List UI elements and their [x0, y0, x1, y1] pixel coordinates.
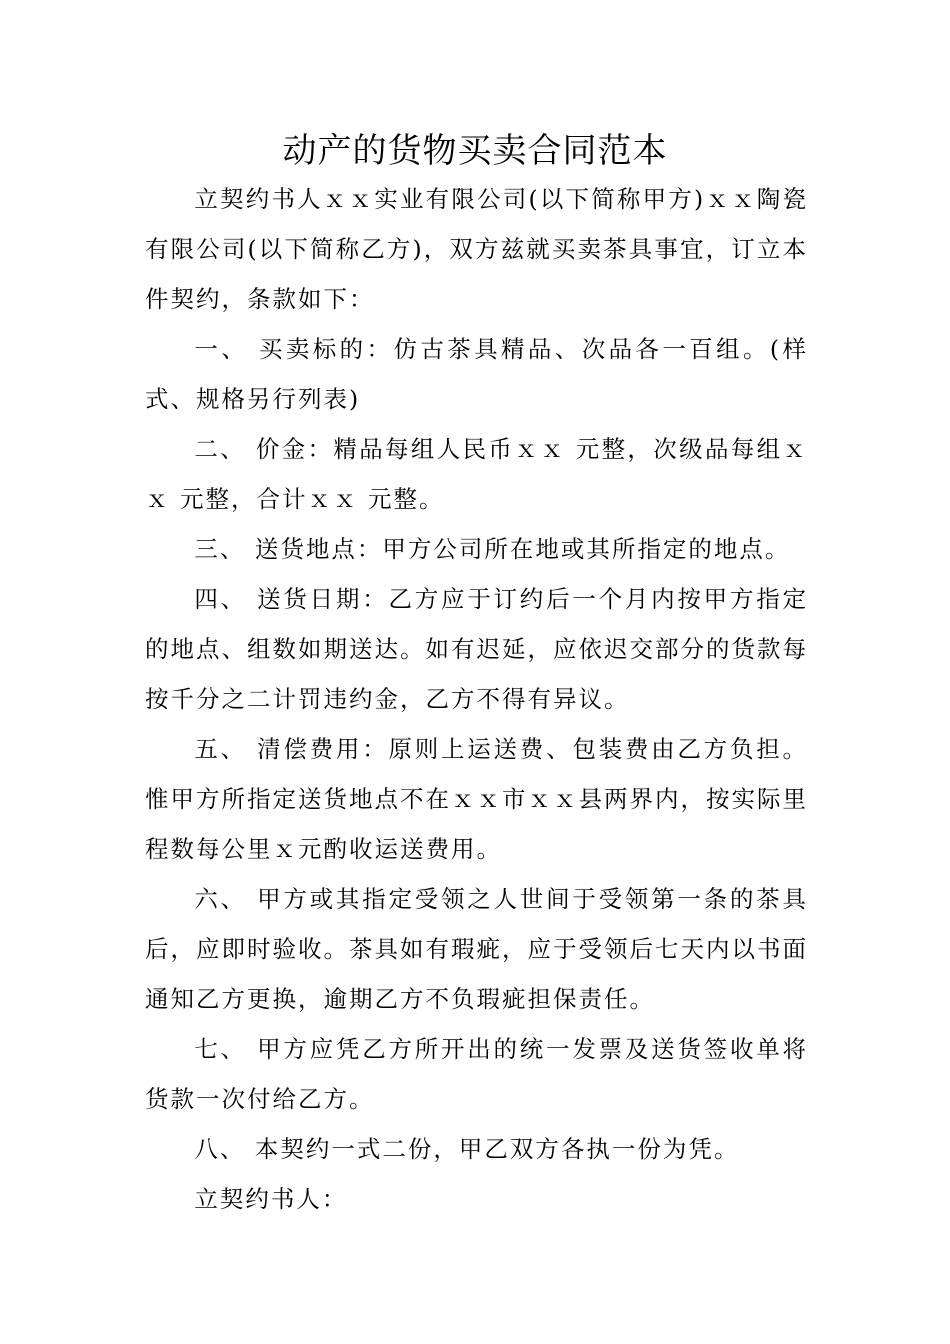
clause-7-payment: 七、 甲方应凭乙方所开出的统一发票及送货签收单将货款一次付给乙方。 [145, 1035, 808, 1113]
clause-6-inspection: 六、 甲方或其指定受领之人世间于受领第一条的茶具后，应即时验收。茶具如有瑕疵，应于受领后七天内以书面通知乙方更换，逾期乙方不负瑕疵担保责任。 [145, 885, 808, 1013]
clause-8-copies: 八、 本契约一式二份，甲乙双方各执一份为凭。 [194, 1135, 740, 1163]
clause-3-delivery-location: 三、 送货地点：甲方公司所在地或其所指定的地点。 [194, 535, 791, 563]
clause-4-delivery-date: 四、 送货日期：乙方应于订约后一个月内按甲方指定的地点、组数如期送达。如有迟延，应依迟交部分的货款每按千分之二计罚违约金，乙方不得有异议。 [145, 585, 808, 713]
intro-paragraph: 立契约书人ｘｘ实业有限公司(以下简称甲方)ｘｘ陶瓷有限公司(以下简称乙方)，双方兹就买卖茶具事宜，订立本件契约，条款如下： [145, 185, 808, 313]
clause-5-expenses: 五、 清偿费用：原则上运送费、包装费由乙方负担。惟甲方所指定送货地点不在ｘｘ市ｘｘ县两界内，按实际里程数每公里ｘ元酌收运送费用。 [145, 735, 808, 863]
document-body [145, 174, 808, 1224]
signatory-label: 立契约书人： [194, 1185, 348, 1213]
clause-2-price: 二、 价金：精品每组人民币ｘｘ 元整，次级品每组ｘｘ 元整，合计ｘｘ 元整。 [145, 435, 808, 513]
document-title: 动产的货物买卖合同范本 [282, 131, 668, 171]
clause-1-subject: 一、 买卖标的：仿古茶具精品、次品各一百组。(样式、规格另行列表) [145, 335, 808, 413]
